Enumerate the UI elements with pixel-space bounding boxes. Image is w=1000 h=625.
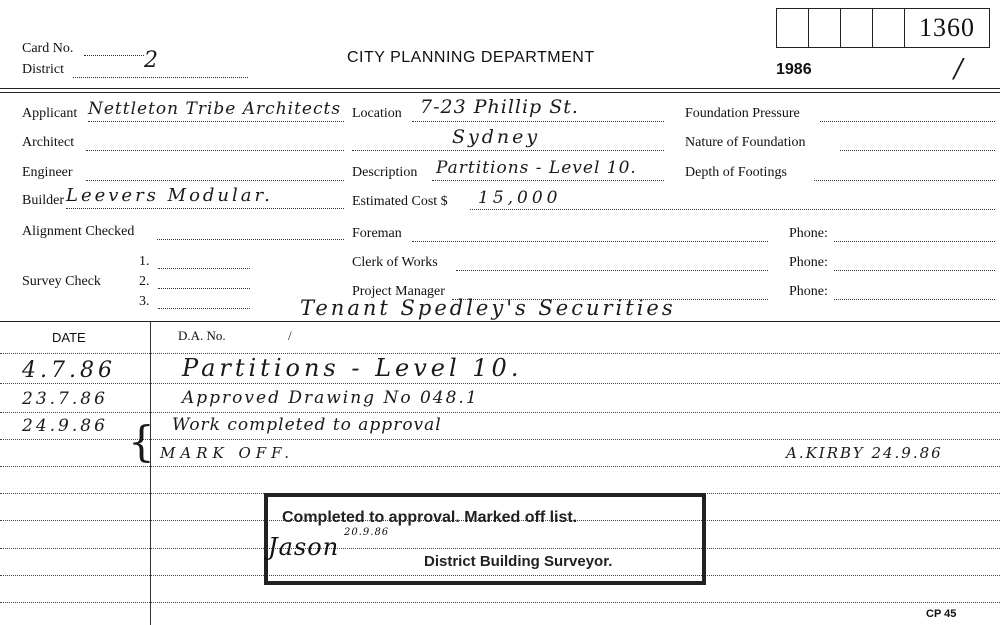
builder-label: Builder [22, 193, 64, 208]
clerk-label: Clerk of Works [352, 255, 438, 270]
district-line [73, 77, 248, 78]
signoff: A.KIRBY 24.9.86 [786, 444, 943, 462]
phone-label-1: Phone: [789, 226, 828, 241]
cost-line [470, 209, 995, 210]
applicant-line [88, 121, 344, 122]
cost-label: Estimated Cost $ [352, 194, 448, 209]
phone-line-2 [834, 270, 995, 271]
description-value: Partitions - Level 10. [436, 158, 637, 178]
description-label: Description [352, 165, 418, 180]
year-mark: / [954, 54, 964, 84]
location-line [412, 121, 664, 122]
alignment-line [157, 239, 344, 240]
nature-foundation-line [840, 150, 995, 151]
log-line [0, 383, 1000, 384]
builder-line [66, 208, 344, 209]
survey-3: 3. [139, 294, 150, 309]
entry-date-2: 23.7.86 [22, 389, 108, 409]
digit-box [776, 8, 808, 48]
curly-brace-mark: { [128, 417, 156, 466]
survey-2-line [158, 288, 250, 289]
entry-text-2: Approved Drawing No 048.1 [182, 388, 479, 408]
entry-text-1: Partitions - Level 10. [182, 354, 523, 382]
da-mark: / [288, 328, 292, 343]
date-column-divider [150, 321, 151, 625]
nature-foundation-label: Nature of Foundation [685, 135, 806, 150]
log-line [0, 602, 1000, 603]
digit-box [840, 8, 872, 48]
phone-label-3: Phone: [789, 284, 828, 299]
builder-value: Leevers Modular. [66, 185, 273, 206]
description-line [432, 180, 664, 181]
date-header: DATE [52, 330, 86, 345]
survey-1: 1. [139, 254, 150, 269]
survey-3-line [158, 308, 250, 309]
phone-label-2: Phone: [789, 255, 828, 270]
clerk-line [456, 270, 768, 271]
cost-value: 15,000 [478, 188, 562, 208]
district-value: 2 [144, 48, 159, 73]
architect-label: Architect [22, 135, 75, 150]
header-rule-2 [0, 92, 1000, 93]
card-no-line [84, 55, 144, 56]
header-rule [0, 88, 1000, 89]
da-header: D.A. No. [178, 328, 226, 343]
entry-date-3: 24.9.86 [22, 416, 108, 436]
card-number: 1360 [904, 8, 990, 48]
foreman-label: Foreman [352, 226, 402, 241]
location-value-2: Sydney [452, 126, 541, 148]
department-title: CITY PLANNING DEPARTMENT [347, 49, 595, 66]
digit-box [872, 8, 904, 48]
digit-box [808, 8, 840, 48]
location-label: Location [352, 106, 402, 121]
architect-line [86, 150, 344, 151]
card-number-boxes [776, 8, 990, 48]
survey-1-line [158, 268, 250, 269]
form-code: CP 45 [926, 608, 957, 620]
survey-label: Survey Check [22, 274, 101, 289]
foundation-pressure-line [820, 121, 995, 122]
card-no-label: Card No. [22, 41, 74, 56]
location-line-2 [352, 150, 664, 151]
pm-label: Project Manager [352, 284, 445, 299]
entry-text-4: MARK OFF. [160, 444, 295, 462]
depth-footings-line [814, 180, 995, 181]
stamp-sig-date: 20.9.86 [344, 527, 390, 538]
foreman-line [412, 241, 768, 242]
stamp-line-2: District Building Surveyor. [424, 553, 613, 570]
entry-date-1: 4.7.86 [22, 358, 116, 383]
stamp-line-1: Completed to approval. Marked off list. [282, 509, 578, 526]
applicant-label: Applicant [22, 106, 78, 121]
phone-line-3 [834, 299, 995, 300]
year: 1986 [776, 61, 812, 78]
foundation-pressure-label: Foundation Pressure [685, 106, 800, 121]
phone-line-1 [834, 241, 995, 242]
stamp-signature: Jason [268, 533, 340, 561]
tenant-note: Tenant Spedley's Securities [300, 296, 676, 320]
district-label: District [22, 62, 64, 77]
engineer-label: Engineer [22, 165, 73, 180]
approval-stamp [264, 493, 706, 585]
engineer-line [86, 180, 344, 181]
alignment-label: Alignment Checked [22, 224, 135, 239]
depth-footings-label: Depth of Footings [685, 165, 787, 180]
location-value: 7-23 Phillip St. [420, 96, 579, 118]
applicant-value: Nettleton Tribe Architects [88, 99, 342, 119]
survey-2: 2. [139, 274, 150, 289]
entry-text-3: Work completed to approval [172, 415, 442, 435]
